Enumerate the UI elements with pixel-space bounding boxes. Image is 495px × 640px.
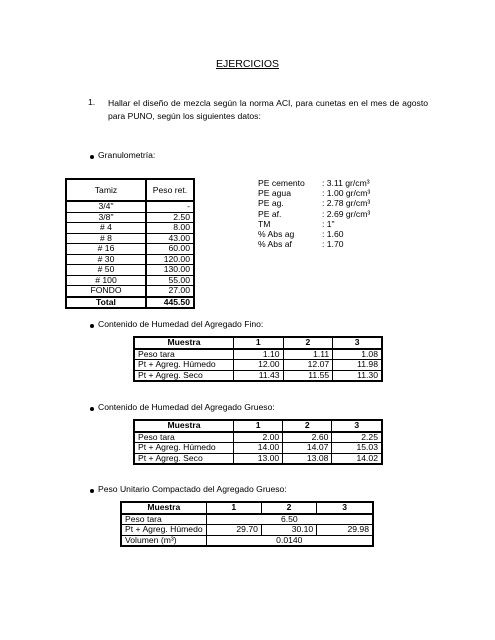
- sieve-cell: 3/8": [66, 212, 146, 223]
- property-value: : 1.70: [322, 239, 344, 250]
- property-value: : 1.60: [322, 229, 344, 239]
- section-peso-unitario-label: Peso Unitario Compactado del Agregado Grueso:: [98, 484, 287, 494]
- row-label: Peso tara: [134, 349, 234, 360]
- table-row: [134, 370, 382, 381]
- cell-value: 13.00: [234, 453, 283, 464]
- sieve-cell: # 16: [66, 244, 146, 255]
- weight-cell: -: [146, 201, 194, 212]
- cell-value: 1.08: [333, 349, 382, 360]
- column-header: 1: [234, 420, 283, 432]
- section-granulometria-label: Granulometría:: [98, 150, 156, 160]
- table-row: [66, 265, 194, 276]
- sieve-cell: # 100: [66, 275, 146, 286]
- section-humedad-grueso-label: Contenido de Humedad del Agregado Grueso:: [98, 402, 275, 412]
- row-label: Peso tara: [134, 432, 234, 443]
- table-row: [66, 212, 194, 223]
- row-label: Pt + Agreg. Húmedo: [134, 443, 234, 454]
- cell-value: 2.60: [283, 432, 332, 443]
- row-label: Volumen (m³): [121, 535, 206, 546]
- cell-value: 29.98: [317, 525, 373, 536]
- property-label: % Abs af: [258, 239, 292, 250]
- column-header: 3: [333, 337, 382, 349]
- table-row: [121, 535, 373, 546]
- property-value: : 3.11 gr/cm³: [322, 178, 370, 188]
- problem-text: Hallar el diseño de mezcla según la norma ACI, para cunetas en el mes de agosto para PUNO, según los siguientes datos:: [108, 98, 428, 121]
- humedad-grueso-table: [133, 419, 383, 465]
- cell-value: 1.10: [234, 349, 284, 360]
- property-label: TM: [258, 218, 271, 229]
- column-header: 3: [317, 502, 373, 514]
- property-value: : 2.69 gr/cm³: [322, 208, 371, 219]
- cell-value: 0.0140: [206, 535, 373, 546]
- sieve-cell: 3/4": [66, 201, 146, 212]
- table-row: [66, 244, 194, 255]
- table-row: [134, 360, 382, 371]
- property-value: : 1.00 gr/cm³: [322, 188, 371, 199]
- column-header: 3: [332, 420, 382, 432]
- cell-value: 14.00: [234, 443, 283, 454]
- sieve-cell: # 50: [66, 265, 146, 276]
- peso-unitario-table: [120, 501, 374, 547]
- table-row: [66, 233, 194, 244]
- column-header: 1: [206, 502, 261, 514]
- column-header: 2: [261, 502, 316, 514]
- property-label: PE af.: [258, 208, 282, 219]
- table-row: [134, 432, 382, 443]
- cell-value: 29.70: [206, 525, 261, 536]
- property-label: PE cemento: [258, 178, 305, 188]
- column-header: 2: [283, 420, 332, 432]
- row-label: Peso tara: [121, 514, 206, 525]
- column-header: Muestra: [134, 337, 234, 349]
- table-row: [134, 453, 382, 464]
- cell-value: 11.43: [234, 370, 284, 381]
- sieve-cell: # 30: [66, 254, 146, 265]
- weight-cell: 55.00: [146, 275, 194, 286]
- table-row: [66, 286, 194, 297]
- cell-value: 6.50: [206, 514, 373, 525]
- bullet-icon: [90, 155, 94, 159]
- humedad-fino-table: [133, 336, 383, 382]
- granulometry-table: [65, 178, 195, 309]
- table-row: [66, 201, 194, 212]
- table-row: [66, 275, 194, 286]
- cell-value: 14.02: [332, 453, 382, 464]
- cell-value: 11.30: [333, 370, 382, 381]
- row-label: Pt + Agreg. Húmedo: [121, 525, 206, 536]
- table-row: [66, 223, 194, 234]
- column-header: 1: [234, 337, 284, 349]
- bullet-icon: [90, 489, 94, 493]
- sieve-cell: # 4: [66, 223, 146, 234]
- sieve-cell: # 8: [66, 233, 146, 244]
- weight-cell: 43.00: [146, 233, 194, 244]
- cell-value: 12.07: [283, 360, 333, 371]
- cell-value: 11.55: [283, 370, 333, 381]
- property-label: PE agua: [258, 188, 291, 199]
- table-row: [121, 514, 373, 525]
- property-value: : 1": [322, 218, 335, 229]
- weight-cell: 60.00: [146, 244, 194, 255]
- property-label: PE ag.: [258, 198, 284, 209]
- granulometry-header-tamiz: Tamiz: [66, 179, 146, 201]
- cell-value: 12.00: [234, 360, 284, 371]
- table-row: [134, 349, 382, 360]
- cell-value: 2.25: [332, 432, 382, 443]
- cell-value: 14.07: [283, 443, 332, 454]
- section-humedad-fino-label: Contenido de Humedad del Agregado Fino:: [98, 319, 264, 329]
- cell-value: 11.98: [333, 360, 382, 371]
- row-label: Pt + Agreg. Seco: [134, 370, 234, 381]
- weight-cell: 120.00: [146, 254, 194, 265]
- column-header: 2: [283, 337, 333, 349]
- sieve-cell: FONDO: [66, 286, 146, 297]
- cell-value: 1.11: [283, 349, 333, 360]
- total-row: [66, 297, 194, 309]
- cell-value: 2.00: [234, 432, 283, 443]
- page-title: EJERCICIOS: [215, 58, 279, 70]
- weight-cell: 130.00: [146, 265, 194, 276]
- table-row: [134, 443, 382, 454]
- bullet-icon: [90, 324, 94, 328]
- weight-cell: 2.50: [146, 212, 194, 223]
- granulometry-header-peso: Peso ret.: [146, 179, 194, 201]
- table-row: [121, 525, 373, 536]
- row-label: Pt + Agreg. Húmedo: [134, 360, 234, 371]
- column-header: Muestra: [121, 502, 206, 514]
- cell-value: 13.08: [283, 453, 332, 464]
- cell-value: 30.10: [261, 525, 316, 536]
- property-value: : 2.78 gr/cm³: [322, 198, 371, 209]
- total-label: Total: [66, 297, 146, 309]
- table-row: [66, 254, 194, 265]
- weight-cell: 8.00: [146, 223, 194, 234]
- property-label: % Abs ag: [258, 229, 295, 239]
- weight-cell: 27.00: [146, 286, 194, 297]
- column-header: Muestra: [134, 420, 234, 432]
- row-label: Pt + Agreg. Seco: [134, 453, 234, 464]
- bullet-icon: [90, 407, 94, 411]
- total-value: 445.50: [146, 297, 194, 309]
- problem-number: 1.: [88, 97, 96, 107]
- cell-value: 15.03: [332, 443, 382, 454]
